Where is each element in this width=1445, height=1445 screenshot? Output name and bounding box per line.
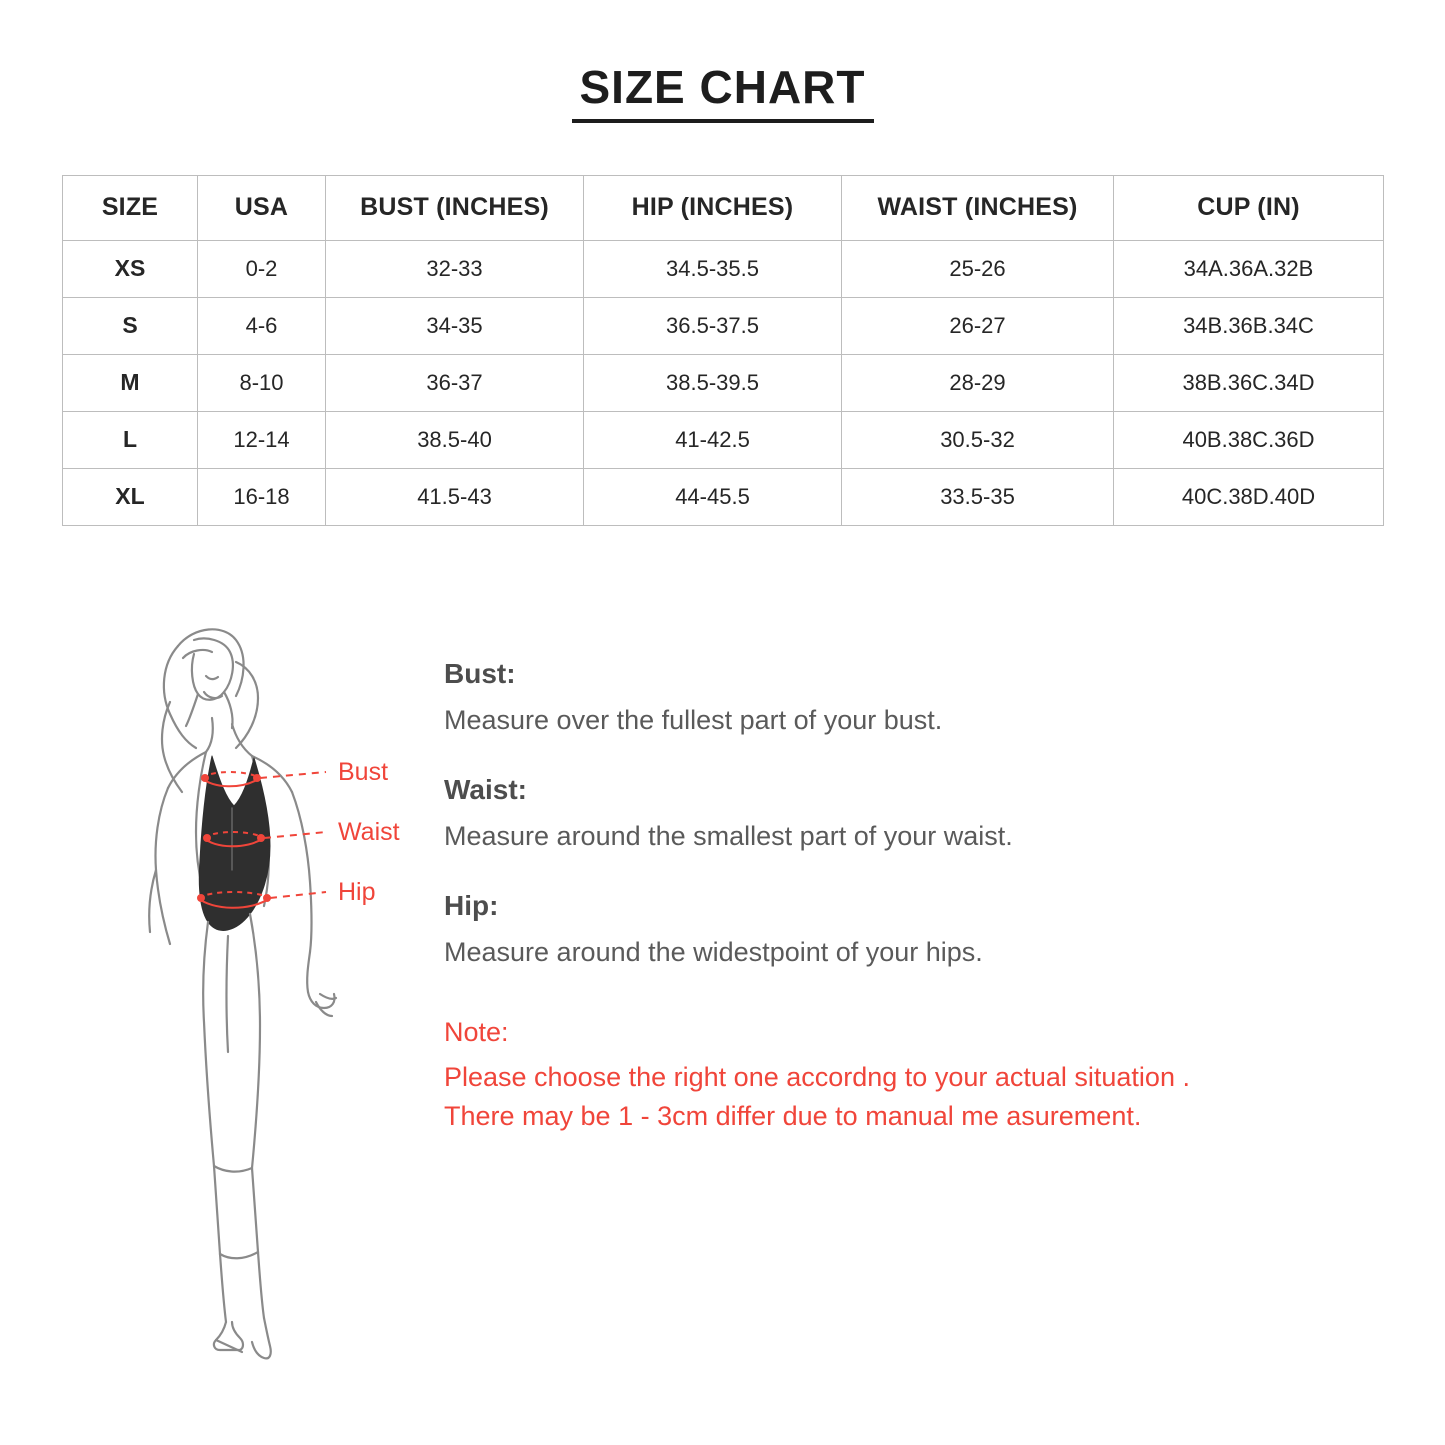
instruction-waist-body: Measure around the smallest part of your waist. <box>444 821 1013 852</box>
page-title: SIZE CHART <box>572 62 874 123</box>
column-header-waist: WAIST (INCHES) <box>842 175 1114 240</box>
cell-usa: 8-10 <box>198 354 326 411</box>
column-header-size: SIZE <box>63 175 198 240</box>
cell-hip: 38.5-39.5 <box>584 354 842 411</box>
cell-waist: 33.5-35 <box>842 468 1114 525</box>
column-header-cup: CUP (IN) <box>1114 175 1384 240</box>
table-row <box>63 411 1384 468</box>
instruction-hip-heading: Hip: <box>444 890 499 922</box>
figure-column <box>0 606 420 1366</box>
cell-usa: 12-14 <box>198 411 326 468</box>
cell-hip: 34.5-35.5 <box>584 240 842 297</box>
cell-cup: 34B.36B.34C <box>1114 297 1384 354</box>
cell-cup: 40B.38C.36D <box>1114 411 1384 468</box>
label-waist: Waist <box>338 817 400 846</box>
figure-sketch-icon <box>120 606 420 1366</box>
cell-bust: 36-37 <box>326 354 584 411</box>
cell-bust: 41.5-43 <box>326 468 584 525</box>
cell-hip: 36.5-37.5 <box>584 297 842 354</box>
instruction-bust <box>444 658 1445 738</box>
cell-bust: 32-33 <box>326 240 584 297</box>
instruction-waist-heading: Waist: <box>444 774 527 806</box>
table-row <box>63 297 1384 354</box>
cell-size: XL <box>63 468 198 525</box>
cell-waist: 28-29 <box>842 354 1114 411</box>
column-header-hip: HIP (INCHES) <box>584 175 842 240</box>
table-row <box>63 354 1384 411</box>
size-chart-table-container <box>62 175 1383 526</box>
instructions-column <box>420 606 1445 1137</box>
cell-usa: 16-18 <box>198 468 326 525</box>
cell-waist: 26-27 <box>842 297 1114 354</box>
cell-hip: 41-42.5 <box>584 411 842 468</box>
cell-waist: 25-26 <box>842 240 1114 297</box>
cell-size: M <box>63 354 198 411</box>
cell-hip: 44-45.5 <box>584 468 842 525</box>
cell-size: L <box>63 411 198 468</box>
page-header <box>0 0 1445 123</box>
cell-waist: 30.5-32 <box>842 411 1114 468</box>
column-header-usa: USA <box>198 175 326 240</box>
instruction-bust-heading: Bust: <box>444 657 516 689</box>
label-bust: Bust <box>338 757 389 786</box>
cell-usa: 0-2 <box>198 240 326 297</box>
instruction-hip-body: Measure around the widestpoint of your hips. <box>444 937 983 968</box>
table-header-row <box>63 175 1384 240</box>
cell-bust: 38.5-40 <box>326 411 584 468</box>
size-chart-table <box>62 175 1384 526</box>
instruction-waist <box>444 774 1445 854</box>
table-row <box>63 468 1384 525</box>
cell-cup: 34A.36A.32B <box>1114 240 1384 297</box>
note-label: Note: <box>444 1016 509 1047</box>
measurement-guide-section <box>0 606 1445 1366</box>
note-line-2: There may be 1 - 3cm differ due to manual me asurement. <box>444 1101 1142 1132</box>
cell-cup: 40C.38D.40D <box>1114 468 1384 525</box>
note-line-1: Please choose the right one accordng to your actual situation . <box>444 1061 1190 1092</box>
table-row <box>63 240 1384 297</box>
note-section <box>444 1017 1445 1136</box>
instruction-bust-body: Measure over the fullest part of your bust. <box>444 704 943 735</box>
cell-usa: 4-6 <box>198 297 326 354</box>
female-figure-illustration <box>120 606 420 1366</box>
instruction-hip <box>444 890 1445 970</box>
label-hip: Hip <box>338 877 376 906</box>
column-header-bust: BUST (INCHES) <box>326 175 584 240</box>
cell-size: XS <box>63 240 198 297</box>
cell-size: S <box>63 297 198 354</box>
cell-cup: 38B.36C.34D <box>1114 354 1384 411</box>
cell-bust: 34-35 <box>326 297 584 354</box>
